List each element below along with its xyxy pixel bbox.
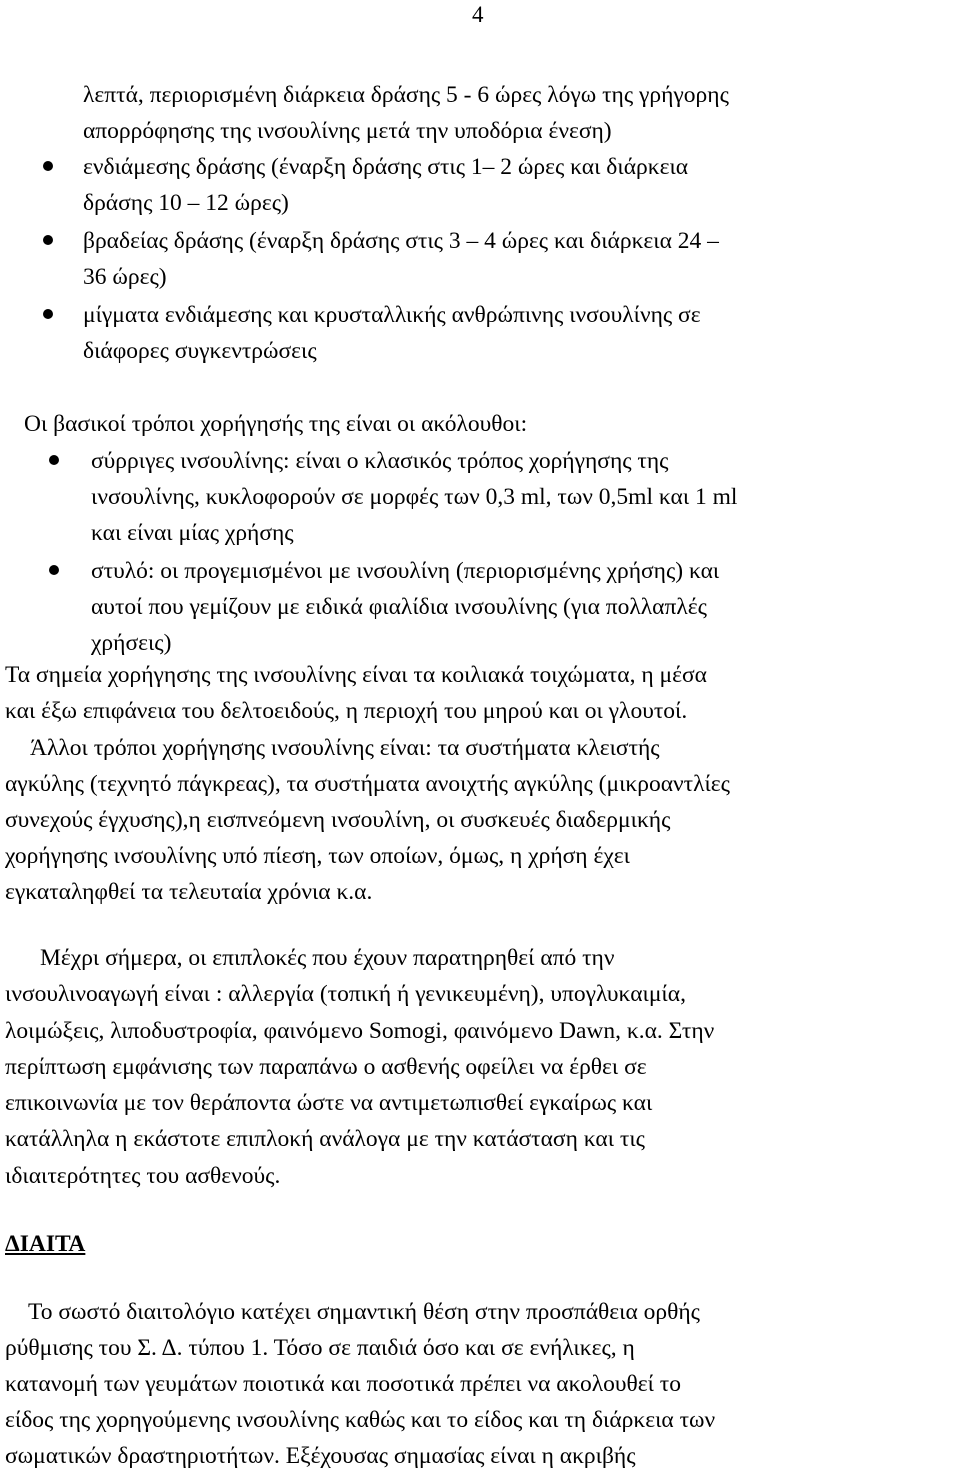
text-line: σύρριγες ινσουλίνης: είναι ο κλασικός τρόπος χορήγησης της (91, 448, 669, 474)
text-line: συνεχούς έγχυσης),η εισπνεόμενη ινσουλίνη, οι συσκευές διαδερμικής (5, 807, 671, 833)
text-line: Μέχρι σήμερα, οι επιπλοκές που έχουν παρατηρηθεί από την (40, 945, 615, 971)
text-line: ινσουλίνης, κυκλοφορούν σε μορφές των 0,3 ml, των 0,5ml και 1 ml (91, 484, 738, 510)
text-line: Τα σημεία χορήγησης της ινσουλίνης είναι τα κοιλιακά τοιχώματα, η μέσα (5, 662, 707, 688)
text-line: διάφορες συγκεντρώσεις (83, 338, 317, 364)
text-line: λεπτά, περιορισμένη διάρκεια δράσης 5 - 6 ώρες λόγω της γρήγορης (83, 82, 729, 108)
text-line: λοιμώξεις, λιποδυστροφία, φαινόμενο Somogi, φαινόμενο Dawn, κ.α. Στην (5, 1018, 715, 1044)
bullet-icon (43, 235, 53, 245)
text-line: βραδείας δράσης (έναρξη δράσης στις 3 – 4 ώρες και διάρκεια 24 – (83, 228, 719, 254)
text-line: μίγματα ενδιάμεσης και κρυσταλλικής ανθρώπινης ινσουλίνης σε (83, 302, 701, 328)
text-line: ενδιάμεσης δράσης (έναρξη δράσης στις 1– 2 ώρες και διάρκεια (83, 154, 689, 180)
administration-intro: Οι βασικοί τρόποι χορήγησής της είναι οι ακόλουθοι: (24, 411, 528, 437)
text-line: είδος της χορηγούμενης ινσουλίνης καθώς και το είδος και τη διάρκεια των (5, 1407, 716, 1433)
text-line: περίπτωση εμφάνισης των παραπάνω ο ασθενής οφείλει να έρθει σε (5, 1054, 647, 1080)
text-line: επικοινωνία με τον θεράποντα ώστε να αντιμετωπισθεί εγκαίρως και (5, 1090, 653, 1116)
text-line: δράσης 10 – 12 ώρες) (83, 190, 289, 216)
text-line: ιδιαιτερότητες του ασθενούς. (5, 1163, 281, 1189)
page-number: 4 (472, 2, 484, 27)
diet-heading: ΔΙΑΙΤΑ (5, 1231, 86, 1257)
bullet-icon (49, 455, 59, 465)
text-line: απορρόφησης της ινσουλίνης μετά την υποδόρια ένεση) (83, 118, 612, 144)
text-line: αυτοί που γεμίζουν με ειδικά φιαλίδια ινσουλίνης (για πολλαπλές (91, 594, 707, 620)
bullet-icon (49, 565, 59, 575)
text-line: Το σωστό διαιτολόγιο κατέχει σημαντική θέση στην προσπάθεια ορθής (28, 1299, 700, 1325)
text-line: κατάλληλα η εκάστοτε επιπλοκή ανάλογα με την κατάσταση και τις (5, 1126, 645, 1152)
text-line: ρύθμισης του Σ. Δ. τύπου 1. Τόσο σε παιδιά όσο και σε ενήλικες, η (5, 1335, 635, 1361)
text-line: αγκύλης (τεχνητό πάγκρεας), τα συστήματα ανοιχτής αγκύλης (μικροαντλίες (5, 771, 730, 797)
text-line: εγκαταληφθεί τα τελευταία χρόνια κ.α. (5, 879, 373, 905)
text-line: και έξω επιφάνεια του δελτοειδούς, η περιοχή του μηρού και οι γλουτοί. (5, 698, 688, 724)
text-line: ινσουλινοαγωγή είναι : αλλεργία (τοπική ή γενικευμένη), υπογλυκαιμία, (5, 981, 686, 1007)
text-line: και είναι μίας χρήσης (91, 520, 294, 546)
text-line: χρήσεις) (91, 630, 172, 656)
text-line: κατανομή των γευμάτων ποιοτικά και ποσοτικά πρέπει να ακολουθεί το (5, 1371, 681, 1397)
text-line: χορήγησης ινσουλίνης υπό πίεση, των οποίων, όμως, η χρήση έχει (5, 843, 630, 869)
bullet-icon (43, 161, 53, 171)
text-line: στυλό: οι προγεμισμένοι με ινσουλίνη (περιορισμένης χρήσης) και (91, 558, 720, 584)
text-line: σωματικών δραστηριοτήτων. Εξέχουσας σημασίας είναι η ακριβής (5, 1443, 636, 1469)
text-line: 36 ώρες) (83, 264, 167, 290)
bullet-icon (43, 309, 53, 319)
text-line: Άλλοι τρόποι χορήγησης ινσουλίνης είναι: τα συστήματα κλειστής (30, 735, 660, 761)
